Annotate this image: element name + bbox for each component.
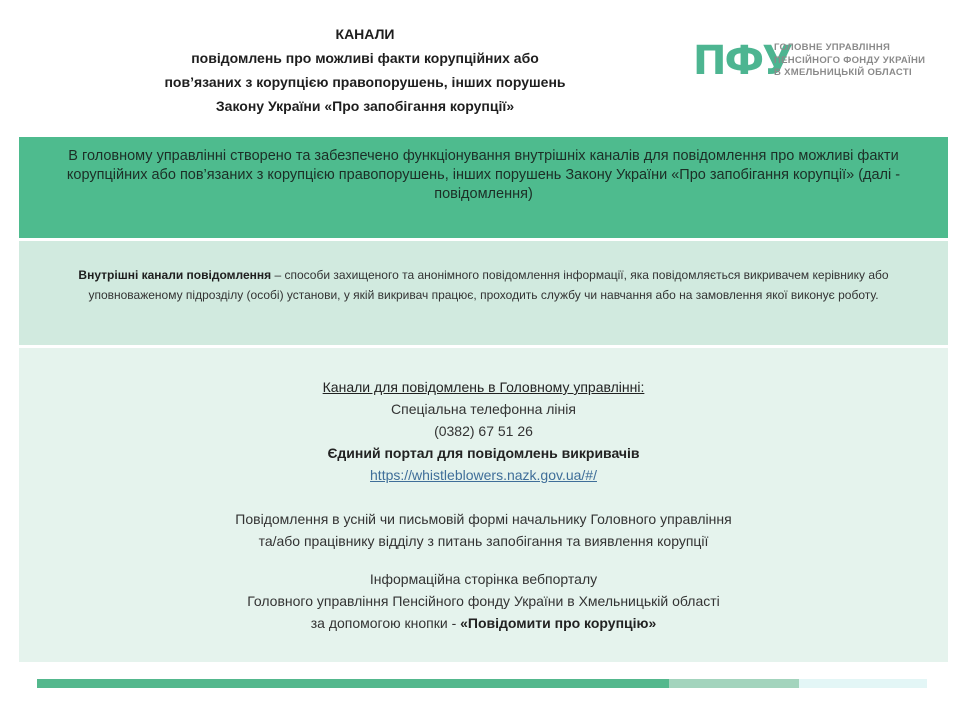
intro-text: В головному управлінні створено та забезпечено функціонування внутрішніх каналів для повідомлення про можливі факти корупційних або пов’язаних з корупцією правопорушень, інших порушень Закону України «Про запобігання корупції» (далі - повідомлення) xyxy=(66,148,901,202)
title-line-4: Закону України «Про запобігання корупції» xyxy=(215,98,515,114)
report-corruption-button-label: «Повідомити про корупцію» xyxy=(460,615,657,631)
footer-bar-dark xyxy=(37,679,669,688)
intro-band xyxy=(19,137,948,238)
definition-term: Внутрішні канали повідомлення xyxy=(78,268,272,282)
logo-caption-line-3: В ХМЕЛЬНИЦЬКІЙ ОБЛАСТІ xyxy=(774,67,912,78)
logo-caption-line-1: ГОЛОВНЕ УПРАВЛІННЯ xyxy=(774,42,891,53)
title-line-2: повідомлень про можливі факти корупційних або xyxy=(191,50,539,66)
logo-mark: ПФУ xyxy=(693,38,791,84)
web-page-line-2: Головного управління Пенсійного фонду України в Хмельницькій області xyxy=(247,593,720,609)
logo-caption-line-2: ПЕНСІЙНОГО ФОНДУ УКРАЇНИ xyxy=(774,54,926,66)
logo-caption xyxy=(774,42,925,80)
web-page-line-1: Інформаційна сторінка вебпорталу xyxy=(369,571,598,587)
phone-number: (0382) 67 51 26 xyxy=(434,423,533,439)
title-line-1: КАНАЛИ xyxy=(335,26,395,42)
footer-bar-light xyxy=(799,679,927,688)
oral-report-line-2: та/або працівнику відділу з питань запобігання та виявлення корупції xyxy=(258,533,709,549)
page-title xyxy=(120,22,610,118)
oral-report-line-1: Повідомлення в усній чи письмовій формі начальнику Головного управління xyxy=(235,511,732,527)
web-page-line-3 xyxy=(39,612,928,634)
title-line-3: пов’язаних з корупцією правопорушень, інших порушень xyxy=(164,74,566,90)
portal-link[interactable]: https://whistleblowers.nazk.gov.ua/#/ xyxy=(370,467,597,483)
footer-bar-mid xyxy=(669,679,799,688)
definition-text: – способи захищеного та анонімного повідомлення інформації, яка повідомляється викривачем керівнику або уповноваженому підрозділу (особі) установи, у якій викривач працює, проходить службу чи навчання або на замовлення якої виконує роботу. xyxy=(88,268,889,302)
web-page-prefix: за допомогою кнопки - xyxy=(310,615,461,631)
portal-label: Єдиний портал для повідомлень викривачів xyxy=(327,445,640,461)
pfu-logo xyxy=(693,38,933,88)
definition-band xyxy=(19,241,948,345)
channels-band xyxy=(19,348,948,662)
channels-heading: Канали для повідомлень в Головному управлінні: xyxy=(322,379,645,395)
phone-label: Спеціальна телефонна лінія xyxy=(391,401,576,417)
